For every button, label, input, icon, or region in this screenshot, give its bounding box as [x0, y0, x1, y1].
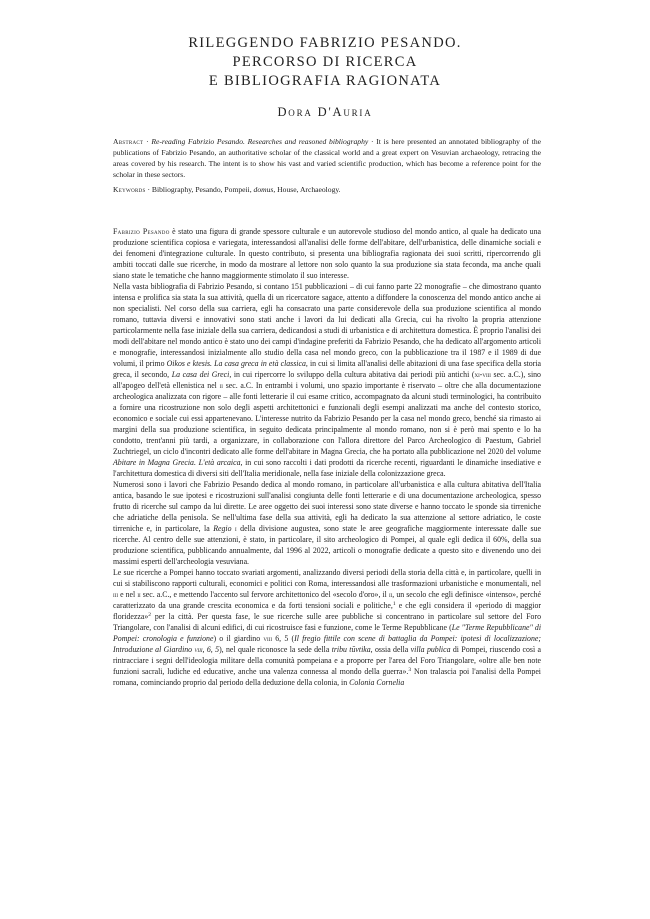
paragraph-text: 6, 5 ( [271, 634, 295, 643]
region-numeral: viii [194, 645, 203, 654]
article-title: , 6, 5 [202, 645, 220, 654]
keywords-text: , House, Archaeology. [273, 185, 341, 194]
keywords-label: Keywords [113, 185, 146, 194]
paragraph-text: e nel [118, 590, 138, 599]
region-numeral: viii [263, 634, 272, 643]
paragraph-text: per la città. Per questa fase, le sue ricerche sulle aree pubbliche si concentrano in particolare sul settore del Foro Triangolare, con l'analisi di alcuni edifici, di cui ricostruisce fasi e funzione, come le Terme Repubblicane ( [113, 612, 541, 632]
century-numeral: ii [388, 590, 393, 599]
term-tribu: tribu tūvtika [331, 645, 371, 654]
region-numeral: i [235, 524, 237, 533]
book-title: La casa dei Greci [171, 370, 230, 379]
century-numeral: ii [137, 590, 141, 599]
term-villa-publica: villa publica [410, 645, 451, 654]
book-title: Abitare in Magna Grecia. L'età arcaica [113, 458, 241, 467]
article-title: Le "Terme Repubblicane" di Pompei: cronologia e funzione [113, 623, 541, 643]
paragraph-text: di Pompei, riuscendo così a rintracciare i segni dell'ideologia militare della comunità pompeiana e a proporre per l'area del Foro Triangolare, «oltre alle ben note funzioni sacrali, ludiche ed educative, anche una valenza connessa al mondo della guerra». [113, 645, 541, 676]
body-text [113, 226, 541, 688]
paragraph-text: Numerosi sono i lavori che Fabrizio Pesando dedica al mondo romano, in particolare all'urbanistica e alla cultura abitativa dell'Italia antica, basando le sue ipotesi e ricostruzioni sull'analisi congiunta delle fonti letterarie e di una documentazione archeologica, spesso frutto di ricerche sul campo da lui dirette. Le aree oggetto dei suoi interessi sono state diverse e hanno toccato le sponde sia tirreniche che adriatiche della penisola. Se nell'ultima fase della sua attività, egli ha dedicato la sua attenzione al settore adriatico, le coste tirreniche e, in particolare, la [113, 480, 541, 533]
footnote-ref[interactable]: 2 [148, 612, 152, 618]
paragraph-text: Le sue ricerche a Pompei hanno toccato svariati argomenti, analizzando diversi periodi della storia della città e, in particolare, quelli in cui si stabiliscono rapporti culturali, economici e politici con Roma, interessandosi alle trasformazioni urbanistiche e monumentali, nel [113, 568, 541, 588]
paragraph-text: ) o il giardino [213, 634, 264, 643]
footnote-ref[interactable]: 1 [392, 601, 396, 607]
paragraph-2 [113, 281, 541, 479]
author-name: Dora D'Auria [277, 105, 373, 119]
paragraph-3 [113, 479, 541, 567]
abstract-block [113, 136, 541, 195]
abstract-text: It is here presented an annotated bibliography of the publications of Fabrizio Pesando, an authoritative scholar of the classical world and a great expert on Vesuvian archaeology, retracing the areas covered by his research. The intent is to show his vast and varied scientific production, which has become a reference point for the scholar in these sectors. [113, 137, 542, 179]
keywords [113, 184, 541, 195]
paragraph-text: , in cui si limita all'analisi delle abitazioni di una fase specifica della storia greca, il secondo, [113, 359, 541, 379]
title-block [0, 34, 650, 120]
paragraph-text: sec. a.C., e mettendo l'accento sul fervore architettonico del «secolo d'oro», il [140, 590, 389, 599]
paragraph-text: , ossia della [370, 645, 411, 654]
paragraph-text: è stato una figura di grande spessore culturale e un autorevole studioso del mondo antico, al quale ha dedicato una produzione scientifica copiosa e variegata, interessandosi all'analisi delle forme dell'abitare, dell'urbanistica, delle dinamiche sociali e dei fenomeni d'integrazione culturale. In questo contributo, si presenta una bibliografia ragionata dei suoi scritti, ripercorrendo gli ambiti toccati dalle sue ricerche, in modo da mostrare al lettore non solo quanto la sua produzione sia stata feconda, ma anche quali siano state le tematiche che hanno maggiormente stimolato il suo interesse. [113, 227, 541, 280]
book-title: Oikos e ktesis. La casa greca in età classica [166, 359, 306, 368]
title-line-3: E BIBLIOGRAFIA RAGIONATA [208, 73, 442, 89]
abstract [113, 136, 541, 180]
century-numeral: iii [113, 590, 118, 599]
author-lead-name: Fabrizio Pesando [113, 227, 170, 236]
footnote-ref[interactable]: 3 [408, 667, 412, 673]
paragraph-text: , in cui ripercorre lo sviluppo della cultura abitativa dai periodi più antichi ( [229, 370, 475, 379]
term-colonia: Colonia Cornelia [349, 678, 405, 687]
keyword-domus: domus [253, 185, 274, 194]
abstract-separator: · [368, 137, 377, 146]
paragraph-text: Nella vasta bibliografia di Fabrizio Pesando, si contano 151 pubblicazioni – di cui fanno parte 22 monografie – che dimostrano quanto intensa e prolifica sia stata la sua attività, quella di un ricercatore sagace, attento a diffondere la conoscenza del mondo antico anche ai non specialisti. Nel corso della sua carriera, egli ha consacrato una parte considerevole della sua produzione scientifica al mondo romano, tuttavia diversi e innovativi sono stati anche i lavori da lui dedicati alla Grecia, cui ha rivolto la propria attenzione particolarmente nella fase iniziale della sua carriera, dedicandosi a studi di urbanistica e di architettura domestica. È proprio l'analisi dei modi dell'abitare nel mondo antico è stato uno dei campi d'indagine preferiti da Fabrizio Pesando, che ha dedicato all'argomento articoli e monografie, interessandosi inizialmente allo studio della casa nel mondo greco, con la pubblicazione tra il 1987 e il 1989 di due volumi, il primo [113, 282, 541, 368]
term-regio: Regio [213, 524, 232, 533]
paragraph-text: , in cui sono raccolti i dati prodotti da ricerche recenti, riguardanti le dinamiche insediative e l'architettura domestica di diversi siti dell'Italia meridionale, nella fase iniziale della colonizzazione greca. [113, 458, 541, 478]
paragraph-1 [113, 226, 541, 281]
abstract-english-title: Re-reading Fabrizio Pesando. Researches and reasoned bibliography [151, 137, 369, 146]
article-title: Il fregio fittile con scene di battaglia da Pompei: ipotesi di localizzazione; Introduzione al Giardino [113, 634, 541, 654]
paragraph-text: sec. a.C.), sino all'apogeo dell'età ellenistica nel [113, 370, 541, 390]
century-numeral: xi-viii [474, 370, 491, 379]
paragraph-text: sec. a.C. In entrambi i volumi, uno spazio importante è riservato – oltre che alla documentazione archeologica analizzata con rigore – alle fonti letterarie il cui esame critico, accompagnato da alcuni studi terminologici, ha contribuito a fornire una ricostruzione non solo degli aspetti architettonici e funzionali degli esempi analizzati ma anche del contesto storico, economico e sociale cui essi appartenevano. L'interesse nutrito da Fabrizio Pesando per la casa nel mondo greco, benché sia rimasto ai margini della sua produzione scientifica, in seguito dedicata principalmente al mondo romano, non si è però mai spento e lo ha condotto, trent'anni più tardi, a organizzare, in collaborazione con l'allora direttore del Parco Archeologico di Paestum, Gabriel Zuchtriegel, un ciclo d'incontri dedicato alle forme dell'abitare in Magna Grecia, che ha portato alla pubblicazione nel 2020 del volume [113, 381, 541, 456]
abstract-label: Abstract [113, 137, 144, 146]
title-line-1: RILEGGENDO FABRIZIO PESANDO. [188, 35, 462, 51]
abstract-separator: · [143, 137, 152, 146]
paragraph-4 [113, 567, 541, 688]
title-line-2: PERCORSO DI RICERCA [232, 54, 418, 70]
paragraph-text: e che egli considera il «periodo di maggior floridezza» [113, 601, 541, 621]
century-numeral: ii [219, 381, 223, 390]
paragraph-text: della divisione augustea, sono state le aree geografiche maggiormente interessate dalle sue ricerche. Al centro delle sue attenzioni, è stato, in particolare, il sito archeologico di Pompei, al quale egli dedica il 60%, della sua produzione scientifica, pubblicando annualmente, dal 1996 al 2022, articoli o monografie dedicate a questo sito e divenendo uno dei massimi esperti dell'archeologia vesuviana. [113, 524, 541, 566]
paragraph-text: Non tralascia poi l'analisi della Pompei romana, cominciando proprio dal periodo della deduzione della colonia, in [113, 667, 541, 687]
keywords-text: · Bibliography, Pesando, Pompeii, [145, 185, 254, 194]
paragraph-text: , un secolo che egli definisce «intenso», perché caratterizzato da una grande crescita economica e da forti tensioni sociali e politiche, [113, 590, 542, 610]
paragraph-text: ), nel quale riconosce la sede della [219, 645, 332, 654]
